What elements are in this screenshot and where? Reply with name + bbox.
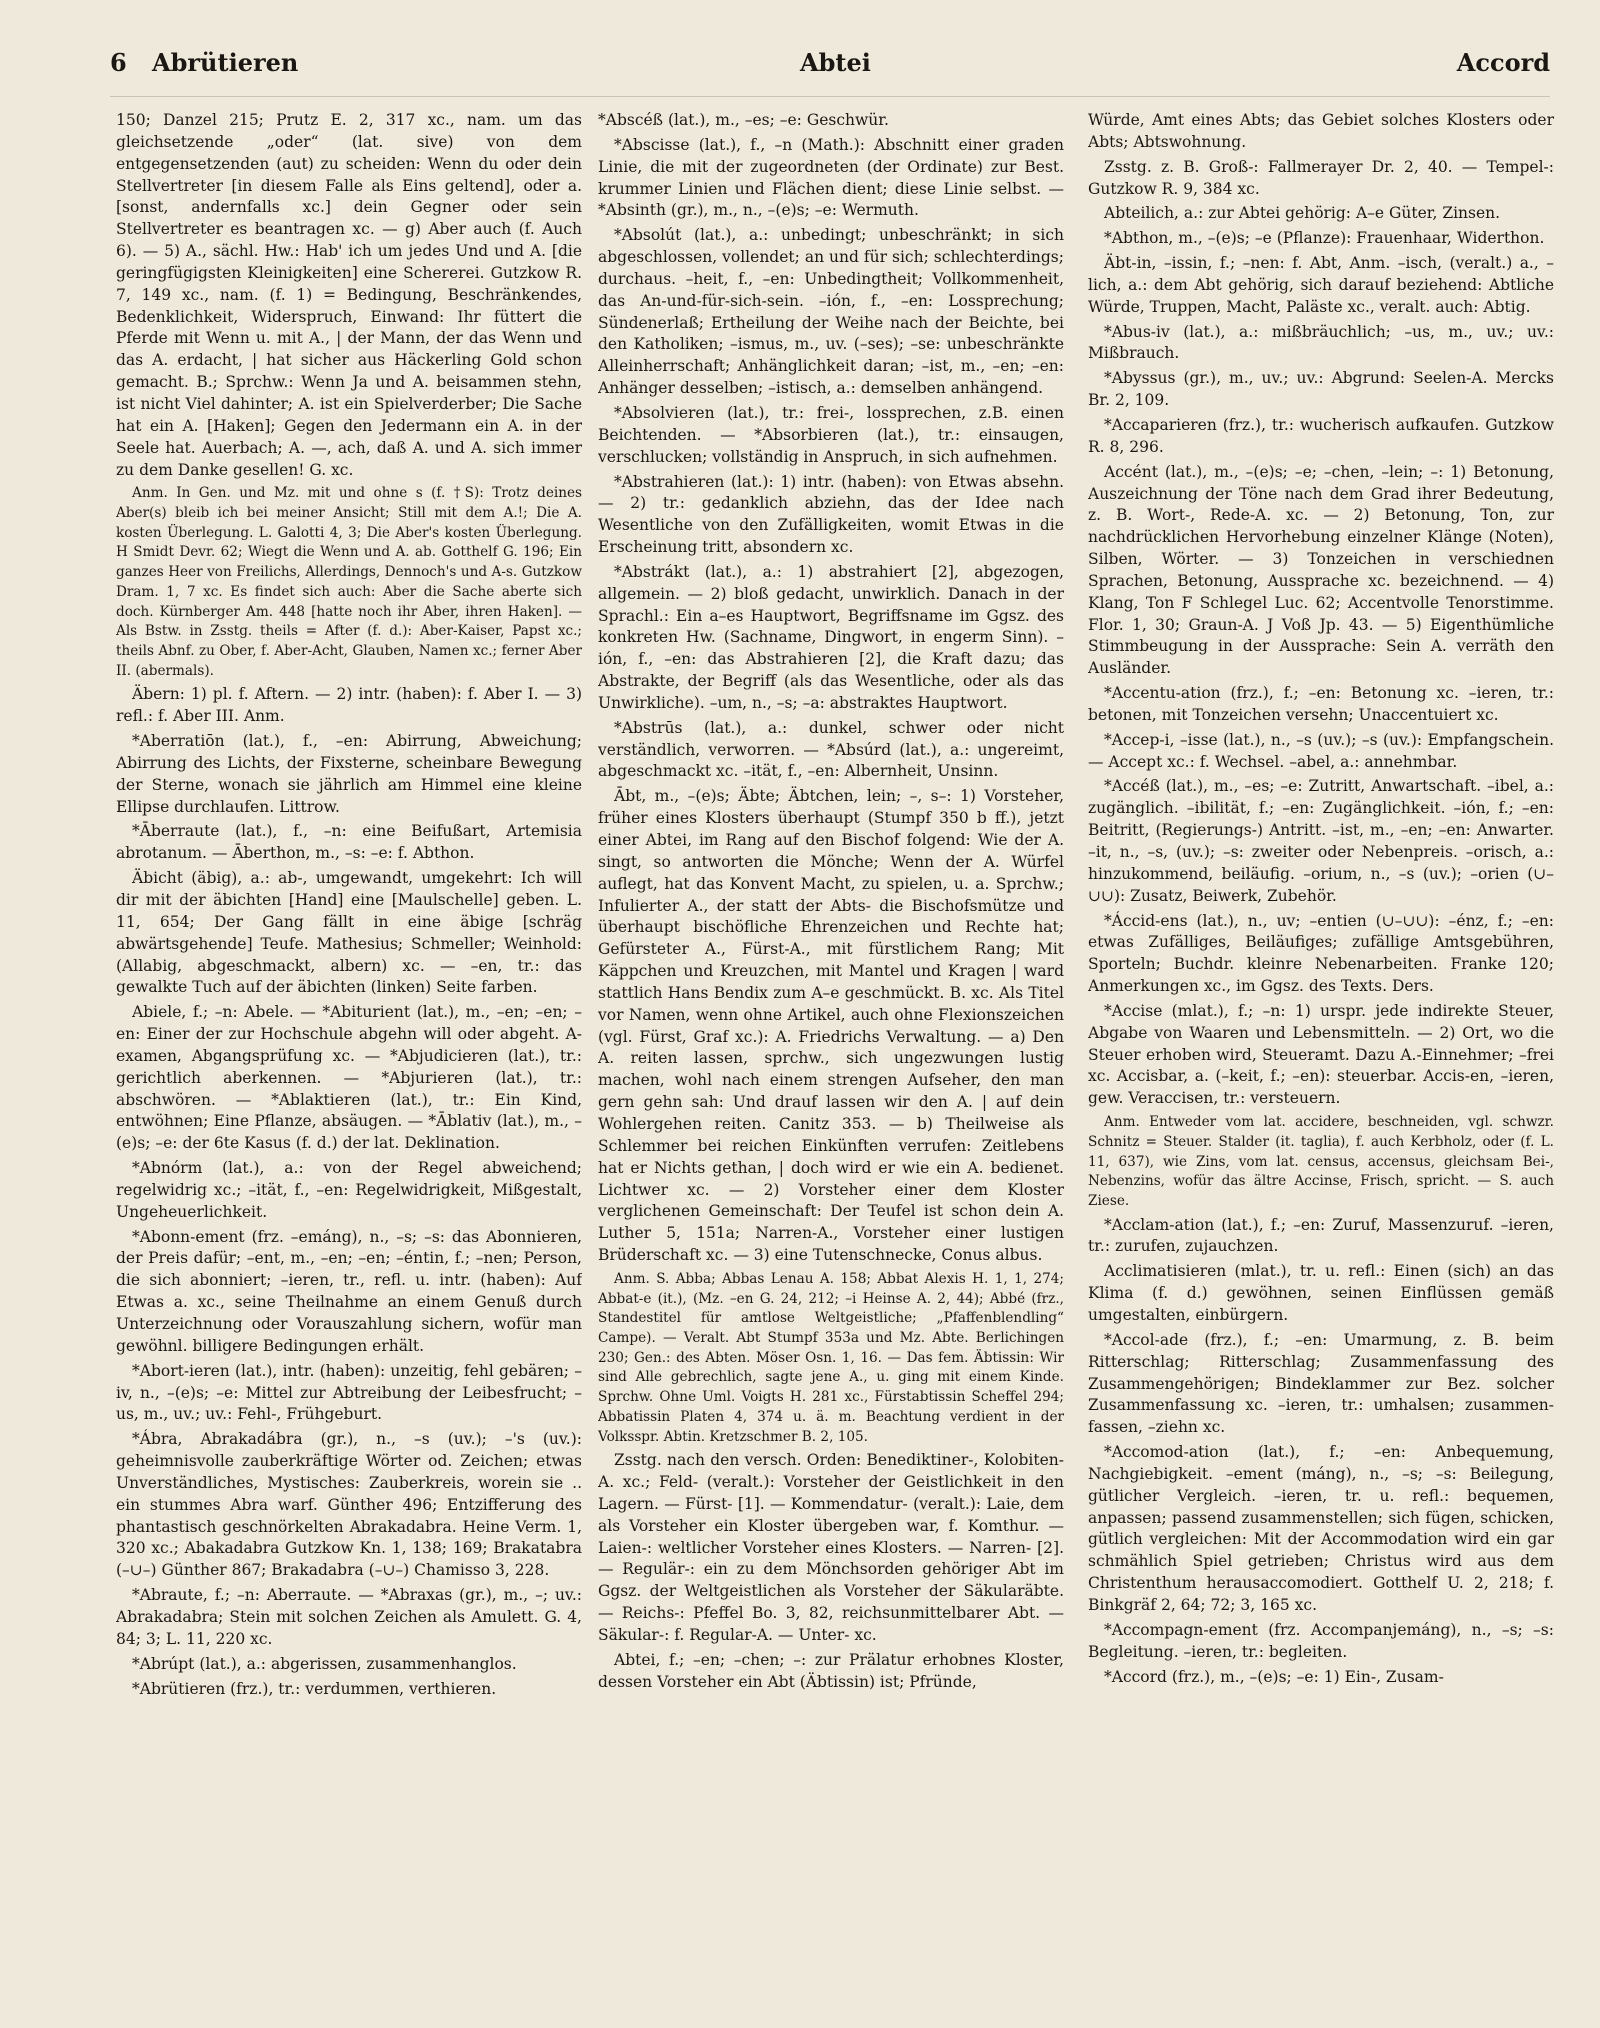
- dictionary-entry: *Accéß (lat.), m., –es; –e: Zutritt, Anwartschaft. –ibel, a.: zugänglich. –ibilität, f.; –en: Zugänglichkeit. –ión, f.; –en: Beitritt, (Regierungs-) Antritt. –ist, m., –en; –en: Anwarter. –it, n., –s, (uv.); –s: zweiter oder Nebenpreis. –orisch, a.: hinzukommend, beiläufig. –orium, n., –s (uv.); –orien (∪–∪∪): Zusatz, Beiwerk, Zubehör.: [1088, 777, 1554, 905]
- dictionary-entry: *Accol-ade (frz.), f.; –en: Umarmung, z. B. beim Ritterschlag; Ritterschlag; Zusammenfassung des Zusammengehörigen; Bindeklammer zur Bez. solcher Zusammenfassung xc. –ieren, tr.: umhalsen; zusammen-fassen, –ziehn xc.: [1088, 1330, 1554, 1437]
- dictionary-entry: *Áccid-ens (lat.), n., uv; –entien (∪–∪∪): –énz, f.; –en: etwas Zufälliges, Beiläufiges; zufällige Amtsgebühren, Sporteln; Buchdr. kleinre Nebenarbeiten. Franke 120; Anmerkungen xc., im Ggsz. des Texts. Ders.: [1088, 911, 1554, 996]
- dictionary-entry: *Abrúpt (lat.), a.: abgerissen, zusammenhanglos.: [132, 1654, 517, 1673]
- dictionary-entry: Zsstg. z. B. Groß-: Fallmerayer Dr. 2, 40. — Tempel-: Gutzkow R. 9, 384 xc.: [1088, 157, 1554, 198]
- dictionary-entry: 150; Danzel 215; Prutz E. 2, 317 xc., nam. um das gleichsetzende „oder“ (lat. sive) von dem entgegensetzenden (aut) zu scheiden: Wenn du oder dein Stellvertreter [in diesem Falle als Eins geltend], oder a. [sonst, andernfalls xc.] dein Gegner oder sein Stellvertreter es beantragen xc. — g) Aber auch (f. Auch 6). — 5) A., sächl. Hw.: Hab' ich um jedes Und und A. [die geringfügigsten Kleinigkeiten] eine Schererei. Gutzkow R. 7, 149 xc., nam. (f. 1) = Bedingung, Beschränkendes, Bedenklichkeit, Widerspruch, Einwand: Ihr füttert die Pferde mit Wenn u. mit A., | der Mann, der das Wenn und das A. erdacht, | hat sicher aus Häckerling Gold schon gemacht. B.; Sprchw.: Wenn Ja und A. beisammen stehn, ist nicht Viel dahinter; A. ist ein Spielverderber; Die Sache hat ein A. [Haken]; Gegen den Jedermann ein A. in der Seele hat. Auerbach; A. —, ach, daß A. und A. sich immer zu dem Danke gesellen! G. xc.: [116, 111, 582, 479]
- header-rule: [110, 96, 1550, 97]
- dictionary-entry: Accént (lat.), m., –(e)s; –e; –chen, –lein; –: 1) Betonung, Auszeichnung der Töne nach dem Grad ihrer Bedeutung, z. B. Wort-, Rede-A. xc. — 2) Betonung, Ton, zur nachdrücklichen Hervorhebung einzelner Klänge (Noten), Silben, Wörter. — 3) Tonzeichen in verschiednen Sprachen, Betonung, Aussprache xc. bezeichnend. — 4) Klang, Ton F Schlegel Luc. 62; Accentvolle Tenorstimme. Flor. 1, 30; Graun-A. J Voß Jp. 43. — 5) Eigenthümliche Stimmbeugung in der Aussprache: Sein A. verräth den Ausländer.: [1088, 462, 1554, 678]
- dictionary-entry: *Abstrahieren (lat.): 1) intr. (haben): von Etwas absehn. — 2) tr.: gedanklich abziehn, das der Idee nach Wesentliche von den Zufälligkeiten, womit Etwas in die Erscheinung tritt, absondern xc.: [598, 472, 1064, 557]
- dictionary-entry: Würde, Amt eines Abts; das Gebiet solches Klosters oder Abts; Abtswohnung.: [1088, 111, 1554, 151]
- dictionary-entry: *Acclam-ation (lat.), f.; –en: Zuruf, Massenzuruf. –ieren, tr.: zurufen, zujauchzen.: [1088, 1215, 1554, 1256]
- dictionary-entry: *Abort-ieren (lat.), intr. (haben): unzeitig, fehl gebären; –iv, n., –(e)s; –e: Mittel zur Abtreibung der Leibesfrucht; –us, m., uv.; uv.: Fehl-, Frühgeburt.: [116, 1361, 582, 1424]
- dictionary-entry: *Aberratiōn (lat.), f., –en: Abirrung, Abweichung; Abirrung des Lichts, der Fixsterne, scheinbare Bewegung der Sterne, wonach sie jährlich am Himmel eine kleine Ellipse durchlaufen. Littrow.: [116, 732, 582, 816]
- dictionary-entry: *Abstrūs (lat.), a.: dunkel, schwer oder nicht verständlich, verworren. — *Absúrd (lat.), a.: ungereimt, abgeschmackt xc. –ität, f., –en: Albernheit, Unsinn.: [598, 718, 1064, 781]
- dictionary-entry: *Accomod-ation (lat.), f.; –en: Anbequemung, Nachgiebigkeit. –ement (máng), n., –s; –s: Beilegung, gütlicher Vergleich. –ieren, tr. u. refl.: bequemen, anpassen; passend zusammenstellen; sich fügen, schicken, gütlich vergleichen: Mit der Accommodation wird ein gar schmählich Spiel getrieben; Christus wird aus dem Christenthum herausaccomodiert. Gotthelf U. 2, 218; f. Binkgräf 2, 64; 72; 3, 165 xc.: [1088, 1443, 1554, 1614]
- column-3: [1088, 110, 1554, 1985]
- dictionary-entry: *Āberraute (lat.), f., –n: eine Beifußart, Artemisia abrotanum. — Āberthon, m., –s: –e: f. Abthon.: [116, 822, 582, 863]
- dictionary-entry: Abteilich, a.: zur Abtei gehörig: A–e Güter, Zinsen.: [1104, 204, 1501, 223]
- dictionary-entry: *Abraute, f.; –n: Aberraute. — *Abraxas (gr.), m., –; uv.: Abrakadabra; Stein mit solchen Zeichen als Amulett. G. 4, 84; 3; L. 11, 220 xc.: [116, 1586, 582, 1648]
- dictionary-entry: *Abstrákt (lat.), a.: 1) abstrahiert [2], abgezogen, allgemein. — 2) bloß gedacht, unwirklich. Danach in der Sprachl.: Ein a–es Hauptwort, Begriffsname im Ggsz. des konkreten Hw. (Sachname, Dingwort, in engerm Sinn). –ión, f., –en: das Abstrahieren [2], die Kraft dazu; das Abstrakte, der Begriff (als das Wesentliche, oder als das Unwirkliche). –um, n., –s; –a: abstraktes Hauptwort.: [598, 562, 1064, 712]
- column-2: [598, 110, 1064, 1985]
- dictionary-entry: Äbt-in, –issin, f.; –nen: f. Abt, Anm. –isch, (veralt.) a., –lich, a.: dem Abt gehörig, sich darauf beziehend: Abtliche Würde, Truppen, Macht, Paläste xc., veralt. auch: Abtig.: [1088, 254, 1554, 316]
- dictionary-entry: *Abus-iv (lat.), a.: mißbräuchlich; –us, m., uv.; uv.: Mißbrauch.: [1088, 322, 1554, 363]
- dictionary-entry: *Absolvieren (lat.), tr.: frei-, lossprechen, z.B. einen Beichtenden. — *Absorbieren (lat.), tr.: einsaugen, verschlucken; vollständig in Anspruch, in sich aufnehmen.: [598, 403, 1064, 466]
- dictionary-entry: *Abrütieren (frz.), tr.: verdummen, verthieren.: [132, 1679, 497, 1698]
- left-running-head: Abrütieren: [152, 48, 299, 77]
- dictionary-entry: *Ábra, Abrakadábra (gr.), n., –s (uv.); –'s (uv.): geheimnisvolle zauberkräftige Wörter od. Zeichen; etwas Unverständliches, Mystisches: Zauberkreis, worein sie .. ein stummes Abra warf. Günther 496; Entzifferung des phantastisch geschnörkelten Abrakadabra. Heine Verm. 1, 320 xc.; Abakadabra Gutzkow Kn. 1, 138; 169; Brakatabra (–∪–) Günther 867; Brakadabra (–∪–) Chamisso 3, 228.: [116, 1430, 582, 1580]
- right-running-head: Accord: [1456, 48, 1550, 77]
- dictionary-entry: Abiele, f.; –n: Abele. — *Abiturient (lat.), m., –en; –en; –en: Einer der zur Hochschule abgehn will oder abgeht. A-examen, Abgangsprüfung xc. — *Abjudicieren (lat.), tr.: gerichtlich aberkennen. — *Abjurieren (lat.), tr.: abschwören. — *Ablaktieren (lat.), tr.: Ein Kind, entwöhnen; Eine Pflanze, absäugen. — *Āblativ (lat.), m., –(e)s; –e: der 6te Kasus (f. d.) der lat. Deklination.: [116, 1003, 582, 1153]
- column-1: [116, 110, 582, 1985]
- dictionary-entry: *Absolút (lat.), a.: unbedingt; unbeschränkt; in sich abgeschlossen, vollendet; an und für sich; schlechterdings; durchaus. –heit, f., –en: Unbedingtheit; Vollkommenheit, das An-und-für-sich-sein. –ión, f., –en: Lossprechung; Sündenerlaß; Ertheilung der Weihe nach der Beichte, bei den Katholiken; –ismus, m., uv. (–ses); –se: unbeschränkte Alleinherrschaft; Anhänglichkeit daran; –ist, m., –en; –en: Anhänger desselben; –istisch, a.: demselben anhängend.: [598, 226, 1064, 398]
- dictionary-entry: Äbern: 1) pl. f. Aftern. — 2) intr. (haben): f. Aber I. — 3) refl.: f. Aber III. Anm.: [116, 685, 582, 726]
- dictionary-entry: *Accep-i, –isse (lat.), n., –s (uv.); –s (uv.): Empfangschein. — Accept xc.: f. Wechsel. –abel, a.: annehmbar.: [1088, 730, 1554, 771]
- dictionary-entry: *Accise (mlat.), f.; –n: 1) urspr. jede indirekte Steuer, Abgabe von Waaren und Lebensmitteln. — 2) Ort, wo die Steuer erhoben wird, Steueramt. Dazu A.-Einnehmer; –frei xc. Accisbar, a. (–keit, f.; –en): steuerbar. Accis-en, –ieren, gew. Veraccisen, tr.: versteuern.: [1088, 1001, 1554, 1108]
- dictionary-entry: *Accompagn-ement (frz. Accompanjemáng), n., –s; –s: Begleitung. –ieren, tr.: begleiten.: [1088, 1620, 1554, 1661]
- dictionary-entry: Abtei, f.; –en; –chen; –: zur Prälatur erhobnes Kloster, dessen Vorsteher ein Abt (Äbtissin) ist; Pfründe,: [598, 1650, 1064, 1691]
- dictionary-entry: *Abonn-ement (frz. –emáng), n., –s; –s: das Abonnieren, der Preis dafür; –ent, m., –en; –en; –éntin, f.; –nen; Person, die sich abonniert; –ieren, tr., refl. u. intr. (haben): Auf Etwas a. xc., seine Theilnahme an einem Genuß durch Unterzeichnung oder Vorauszahlung sichern, wofür man gewöhnl. billigere Bedingungen erhält.: [116, 1227, 582, 1355]
- dictionary-entry: *Accaparieren (frz.), tr.: wucherisch aufkaufen. Gutzkow R. 8, 296.: [1088, 415, 1554, 456]
- running-header: [110, 48, 1550, 88]
- dictionary-entry: *Abthon, m., –(e)s; –e (Pflanze): Frauenhaar, Widerthon.: [1104, 229, 1545, 248]
- dictionary-entry: *Accentu-ation (frz.), f.; –en: Betonung xc. –ieren, tr.: betonen, mit Tonzeichen versehn; Unaccentuiert xc.: [1088, 684, 1554, 724]
- dictionary-entry: *Accord (frz.), m., –(e)s; –e: 1) Ein-, Zusam-: [1104, 1667, 1444, 1686]
- dictionary-entry: Acclimatisieren (mlat.), tr. u. refl.: Einen (sich) an das Klima (f. d.) gewöhnen, seinen Einflüssen gemäß umgestalten, einbürgern.: [1088, 1262, 1554, 1325]
- dictionary-entry: Anm. Entweder vom lat. accidere, beschneiden, vgl. schwzr. Schnitz = Steuer. Stalder (it. taglia), f. auch Kerbholz, oder (f. L. 11, 637), wie Zins, vom lat. census, accensus, gleichsam Bei-, Nebenzins, wofür das ältre Accinse, Frisch, spricht. — S. auch Ziese.: [1088, 1114, 1554, 1209]
- dictionary-entry: Anm. In Gen. und Mz. mit und ohne s (f. †S): Trotz deines Aber(s) bleib ich bei meiner Ansicht; Still mit dem A.!; Die A. kosten Überlegung. L. Galotti 4, 3; Die Aber's kosten Überlegung. H Smidt Devr. 62; Wiegt die Wenn und A. ab. Gotthelf G. 196; Ein ganzes Heer von Freilichs, Allerdings, Dennoch's und A-s. Gutzkow Dram. 1, 7 xc. Es findet sich auch: Aber die Sache aberte sich doch. Kürnberger Am. 448 [hatte noch ihr Aber, ihren Haken]. — Als Bstw. in Zsstg. theils = After (f. d.): Aber-Kaiser, Papst xc.; theils Abnf. zu Ober, f. Aber-Acht, Glauben, Namen xc.; ferner Aber II. (abermals).: [116, 485, 582, 679]
- dictionary-entry: *Abscéß (lat.), m., –es; –e: Geschwür.: [598, 111, 889, 129]
- dictionary-entry: Anm. S. Abba; Abbas Lenau A. 158; Abbat Alexis H. 1, 1, 274; Abbat-e (it.), (Mz. –en G. 24, 212; –i Heinse A. 2, 44); Abbé (frz., Standestitel für amtlose Weltgeistliche; „Pfaffenblendling“ Campe). — Veralt. Abt Stumpf 353a und Mz. Abte. Berlichingen 230; Gen.: des Abten. Möser Osn. 1, 16. — Das fem. Äbtissin: Wir sind Alle gebrechlich, sagte jene A., u. ging mit einem Kinde. Sprchw. Ohne Uml. Voigts H. 281 xc., Fürstabtissin Scheffel 294; Abbatissin Platen 4, 374 u. ä. m. Beachtung verdient in der Volksspr. Abtin. Kretzschmer B. 2, 105.: [598, 1270, 1064, 1445]
- center-running-head: Abtei: [800, 48, 871, 77]
- dictionary-entry: Ābt, m., –(e)s; Äbte; Äbtchen, lein; –, s–: 1) Vorsteher, früher eines Klosters überhaupt (Stumpf 350 b ff.), jetzt einer Abtei, im Rang auf den Bischof folgend: Wie der A. singt, so antworten die Mönche; Wenn der A. Würfel auflegt, hat das Konvent Macht, zu spielen, u. a. Sprchw.; Infulierter A., der statt der Abts- die Bischofsmütze und überhaupt bischöfliche Ehrenzeichen und Rechte hat; Gefürsteter A., Fürst-A., mit fürstlichem Rang; Mit Käppchen und Kreuzchen, mit Mantel und Kragen | ward stattlich Hans Bendix zum A–e geschmückt. B. xc. Als Titel vor Namen, wenn ohne Artikel, auch ohne Flexionszeichen (vgl. Fürst, Graf xc.): A. Friedrichs Verwaltung. — a) Den A. reiten lassen, sprchw., sich ungezwungen lustig machen, wohl nach einem strengen Aufseher, den man gern gehn sah: Und drauf lassen wir den A. | auf dein Wohlergehen reiten. Canitz 353. — b) Theilweise als Schlemmer bei reichen Einkünften verrufen: Zeitlebens hat er Nichts gethan, | doch wird er wie ein A. bedienet. Lichtwer xc. — 2) Vorsteher einer dem Kloster verglichenen Gemeinschaft: Der Teufel ist schon dein A. Luther 5, 151a; Narren-A., Vorsteher einer lustigen Brüderschaft xc. — 3) eine Tutenschnecke, Conus albus.: [598, 787, 1064, 1265]
- dictionary-entry: Zsstg. nach den versch. Orden: Benediktiner-, Kolobiten-A. xc.; Feld- (veralt.): Vorsteher der Geistlichkeit in den Lagern. — Fürst- [1]. — Kommendatur- (veralt.): Laie, dem als Vorsteher ein Kloster übergeben war, f. Komthur. — Laien-: weltlicher Vorsteher eines Klosters. — Narren- [2]. — Regulär-: ein zu dem Mönchsorden gehöriger Abt im Ggsz. der Weltgeistlichen als Vorsteher der Säkularäbte. — Reichs-: Pfeffel Bo. 3, 82, reichsunmittelbarer Abt. — Säkular-: f. Regular-A. — Unter- xc.: [598, 1451, 1064, 1644]
- dictionary-entry: *Abscisse (lat.), f., –n (Math.): Abschnitt einer graden Linie, die mit der zugeordneten (der Ordinate) zur Best. krummer Linien und Flächen dient; diese Linie selbst. — *Absinth (gr.), m., n., –(e)s; –e: Wermuth.: [598, 135, 1064, 220]
- dictionary-entry: Äbicht (äbig), a.: ab-, umgewandt, umgekehrt: Ich will dir mit der äbichten [Hand] eine [Maulschelle] geben. L. 11, 654; Der Gang fällt in eine äbige [schräg abwärtsgehende] Teufe. Mathesius; Schmeller; Weinhold: (Allabig, abgeschmackt, albern) xc. — –en, tr.: das gewalkte Tuch auf der äbichten (linken) Seite farben.: [116, 869, 582, 997]
- page-number: 6: [110, 48, 127, 77]
- dictionary-entry: *Abnórm (lat.), a.: von der Regel abweichend; regelwidrig xc.; –ität, f., –en: Regelwidrigkeit, Mißgestalt, Ungeheuerlichkeit.: [116, 1159, 582, 1221]
- dictionary-entry: *Abyssus (gr.), m., uv.; uv.: Abgrund: Seelen-A. Mercks Br. 2, 109.: [1088, 369, 1554, 410]
